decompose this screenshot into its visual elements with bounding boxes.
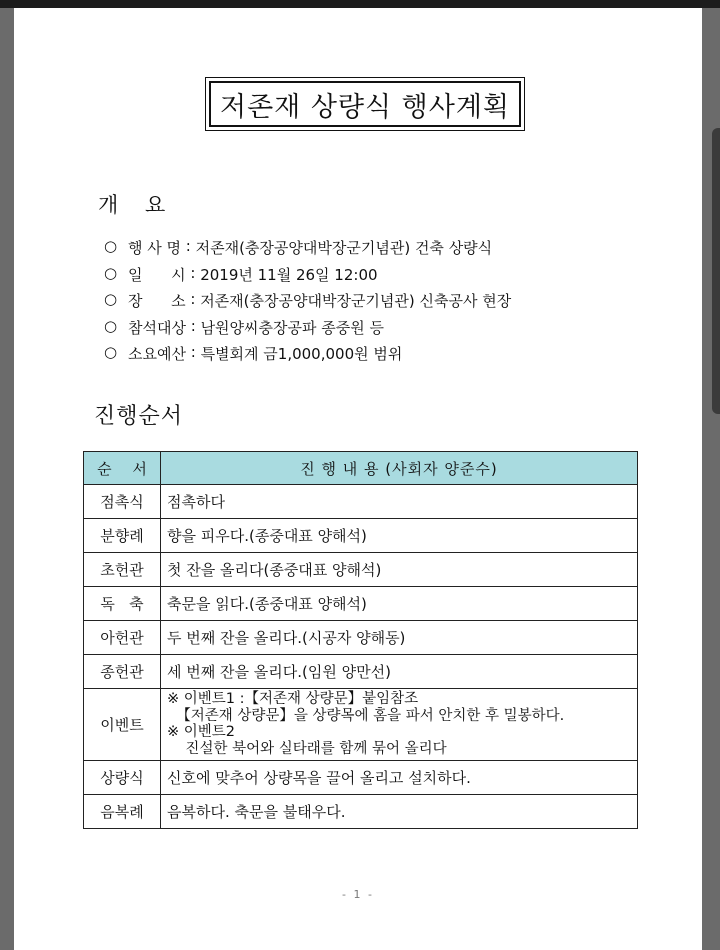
overview-item: ○ 행 사 명 : 저존재(충장공양대박장군기념관) 건축 상량식	[104, 237, 511, 264]
table-row	[84, 519, 638, 553]
step-cell: 독 축	[84, 587, 161, 621]
content-cell: 점촉하다	[161, 485, 638, 519]
step-cell: 음복례	[84, 795, 161, 829]
document-page	[14, 8, 702, 950]
overview-label: 장 소	[128, 292, 186, 310]
step-cell: 점촉식	[84, 485, 161, 519]
header-step: 순 서	[84, 452, 161, 485]
table-row	[84, 655, 638, 689]
content-cell: 두 번째 잔을 올리다.(시공자 양해동)	[161, 621, 638, 655]
overview-value: 저존재(충장공양대박장군기념관) 신축공사 현장	[200, 292, 512, 310]
table-row	[84, 587, 638, 621]
content-cell: 축문을 읽다.(종중대표 양해석)	[161, 587, 638, 621]
content-cell: 신호에 맞추어 상량목을 끌어 올리고 설치하다.	[161, 761, 638, 795]
overview-item: ○ 참석대상 : 남원양씨충장공파 종중원 등	[104, 317, 511, 344]
overview-value: 2019년 11월 26일 12:00	[200, 265, 378, 284]
step-cell: 종헌관	[84, 655, 161, 689]
overview-value: 저존재(충장공양대박장군기념관) 건축 상량식	[195, 239, 493, 257]
event-line: ※ 이벤트2	[167, 724, 236, 740]
event-content-cell	[161, 689, 638, 761]
step-cell: 상량식	[84, 761, 161, 795]
step-cell: 이벤트	[84, 689, 161, 761]
step-cell: 분향례	[84, 519, 161, 553]
event-line: 진설한 북어와 실타래를 함께 묶어 올리다	[167, 740, 447, 757]
overview-item: ○ 일 시 : 2019년 11월 26일 12:00	[104, 264, 511, 291]
overview-label: 소요예산	[128, 345, 186, 363]
content-cell: 세 번째 잔을 올리다.(임원 양만선)	[161, 655, 638, 689]
overview-label: 행 사 명	[128, 239, 182, 257]
overview-list	[104, 237, 511, 370]
event-line: 【저존재 상량문】을 상량목에 홈을 파서 안치한 후 밀봉하다.	[167, 707, 565, 724]
scrollbar-handle[interactable]	[712, 128, 720, 414]
overview-heading: 개 요	[98, 193, 176, 217]
overview-item: ○ 장 소 : 저존재(충장공양대박장군기념관) 신축공사 현장	[104, 290, 511, 317]
table-row	[84, 761, 638, 795]
circle-bullet-icon: ○	[104, 263, 118, 282]
step-cell: 아헌관	[84, 621, 161, 655]
viewer-top-bar	[0, 0, 720, 8]
header-content: 진 행 내 용 (사회자 양준수)	[161, 452, 638, 485]
table-row	[84, 485, 638, 519]
overview-item: ○ 소요예산 : 특별회계 금1,000,000원 범위	[104, 343, 511, 370]
title-frame	[205, 77, 525, 131]
event-line: ※ 이벤트1 :【저존재 상량문】붙임참조	[167, 691, 419, 707]
overview-label: 참석대상	[128, 318, 186, 337]
overview-label: 일 시	[128, 265, 186, 284]
table-row	[84, 621, 638, 655]
table-row	[84, 553, 638, 587]
circle-bullet-icon: ○	[104, 316, 118, 335]
circle-bullet-icon: ○	[104, 343, 118, 361]
page-number: - 1 -	[342, 888, 374, 901]
content-cell: 향을 피우다.(종중대표 양해석)	[161, 519, 638, 553]
circle-bullet-icon: ○	[104, 237, 118, 255]
overview-value: 남원양씨충장공파 종중원 등	[200, 318, 384, 337]
circle-bullet-icon: ○	[104, 290, 118, 308]
content-cell: 첫 잔을 올리다(종중대표 양해석)	[161, 553, 638, 587]
overview-value: 특별회계 금1,000,000원 범위	[200, 345, 403, 363]
document-title: 저존재 상량식 행사계획	[209, 81, 521, 127]
progress-heading: 진행순서	[94, 404, 184, 429]
table-row	[84, 795, 638, 829]
step-cell: 초헌관	[84, 553, 161, 587]
table-row	[84, 689, 638, 761]
table-header-row	[84, 452, 638, 485]
schedule-table	[83, 451, 638, 829]
content-cell: 음복하다. 축문을 불태우다.	[161, 795, 638, 829]
